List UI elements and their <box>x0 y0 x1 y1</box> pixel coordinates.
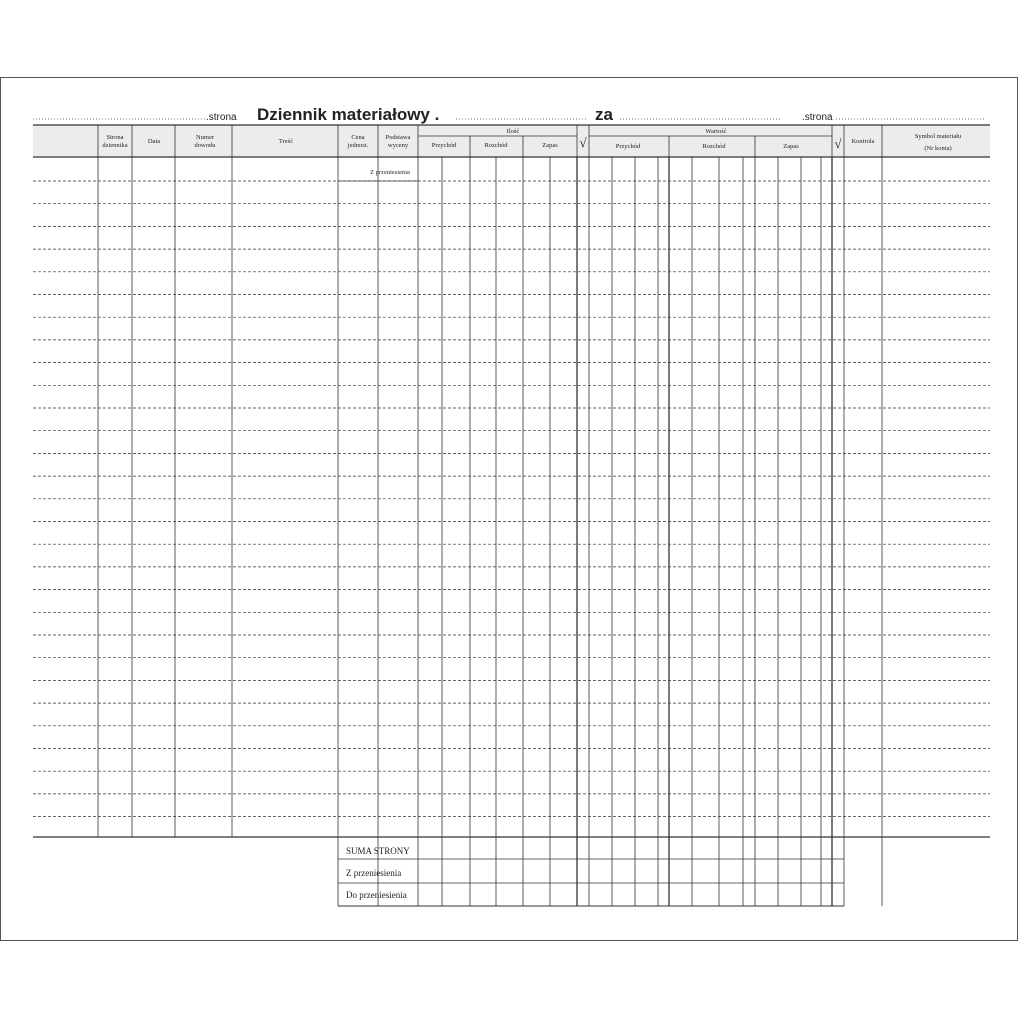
header-ilosc-rozchod: Rozchód <box>484 142 508 149</box>
header-symbol-line2: (Nr konta) <box>924 145 952 152</box>
header-cena-line2: jednost. <box>347 142 369 149</box>
header-wartosc: Wartość <box>705 128 727 135</box>
header-wartosc-przychod: Przychód <box>615 143 641 150</box>
header-data: Data <box>147 138 161 145</box>
summary-labels <box>346 846 410 900</box>
header-numer-line2: dowodu <box>194 142 216 149</box>
header-podstawa-line1: Podstawa <box>385 134 411 141</box>
summary-suma-strony: SUMA STRONY <box>346 846 410 856</box>
header-strona-line2: dziennika <box>102 142 128 149</box>
header-strona-line1: Strona <box>106 134 124 141</box>
za-label: za <box>595 105 613 124</box>
header-tresc: Treść <box>278 138 294 145</box>
header-ilosc-zapas: Zapas <box>542 142 558 149</box>
header-wartosc-rozchod: Rozchód <box>702 143 726 150</box>
header-symbol-line1: Symbol materiału <box>914 133 962 140</box>
header-wartosc-zapas: Zapas <box>783 143 799 150</box>
journal-title: Dziennik materiałowy . <box>257 105 440 124</box>
check-mark-wartosc: √ <box>834 136 842 151</box>
header-podstawa-line2: wyceny <box>387 142 409 149</box>
header-ilosc: Ilość <box>506 128 520 135</box>
title-row <box>33 105 985 124</box>
strona-left-label: .strona <box>206 112 237 123</box>
header-cena-line1: Cena <box>351 134 365 141</box>
check-mark-ilosc: √ <box>579 135 587 150</box>
carry-in-label: Z przeniesienia <box>370 169 410 176</box>
header-numer-line1: Numer <box>195 134 215 141</box>
header-kontrola: Kontrola <box>851 138 875 145</box>
summary-do-przeniesienia: Do przeniesienia <box>346 890 407 900</box>
header-ilosc-przychod: Przychód <box>431 142 457 149</box>
body-grid <box>33 157 990 906</box>
summary-z-przeniesienia: Z przeniesienia <box>346 868 402 878</box>
strona-right-label: .strona <box>802 112 833 123</box>
